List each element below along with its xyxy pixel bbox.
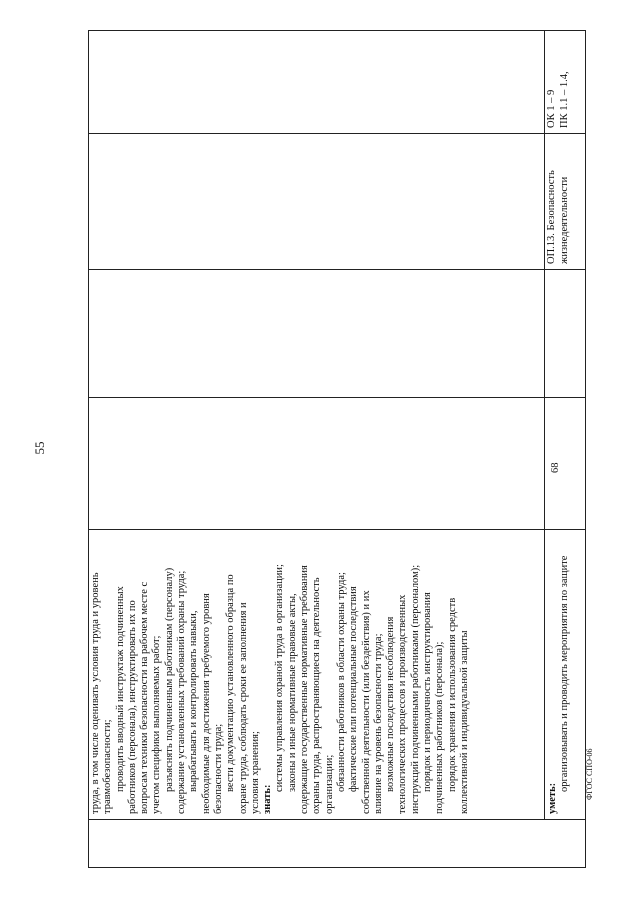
content-line: необходимые для достижения требуемого уровня (200, 593, 212, 814)
content-line: обязанности работников в области охраны труда; (335, 572, 347, 792)
content-line: вести документацию установленного образца по (225, 574, 237, 792)
rotated-table (88, 30, 586, 868)
table-column-divider (88, 397, 586, 398)
content-line: травмобезопасности; (102, 719, 114, 814)
content-line: фактические или потенциальные последствия (348, 586, 360, 792)
table-column-divider (88, 529, 586, 530)
table-column-divider (88, 133, 586, 134)
table-row-divider (544, 30, 545, 820)
content-line: системы управления охраной труда в организации; (274, 564, 286, 792)
discipline-name-2: жизнедеятельности (559, 176, 570, 264)
content-line: организовывать и проводить мероприятия по защите (559, 555, 571, 792)
content-line: подчиненных работников (персонала); (434, 641, 446, 814)
content-line: работников (персонала), инструктировать их по (126, 600, 138, 814)
content-line: учетом специфики выполняемых работ; (151, 635, 163, 814)
content-line: коллективной и индивидуальной защиты (458, 630, 470, 814)
content-cell (90, 532, 471, 814)
content-line: охране труда, соблюдать сроки ее заполнения и (237, 602, 249, 814)
content-line: вопросам техники безопасности на рабочем месте с (139, 581, 151, 814)
discipline-name-1: ОП.13. Безопасность (546, 170, 557, 264)
content-line: порядок хранения и использования средств (446, 597, 458, 792)
content-line: условия хранения; (249, 731, 261, 814)
content-line: охраны труда, распространяющиеся на деятельность (311, 577, 323, 814)
content-line: безопасности труда; (212, 723, 224, 814)
content-line: знать: (262, 784, 274, 814)
content-line: технологических процессов и производственных (397, 594, 409, 814)
table-column-divider (88, 819, 586, 820)
content-line: порядок и периодичность инструктирования (422, 592, 434, 792)
content-line: собственной деятельности (или бездействия) и их (360, 590, 372, 814)
content-line: организации; (323, 754, 335, 814)
content-line: законы и иные нормативные правовые акты, (286, 593, 298, 792)
footer-code: ФГОС СПО-06 (585, 748, 594, 800)
competencies-1: ОК 1 – 9 (546, 89, 557, 128)
hours-value: 68 (550, 462, 561, 473)
content-line: проводить вводный инструктаж подчиненных (114, 586, 126, 792)
content-line: инструкций подчиненными работниками (персоналом); (409, 564, 421, 814)
content-line: разъяснять подчиненным работникам (персоналу) (163, 567, 175, 792)
content-line: уметь: (547, 782, 558, 814)
competencies-2: ПК 1.1 – 1.4, (559, 71, 570, 128)
content-line: возможные последствия несоблюдения (385, 616, 397, 792)
content-line: содержащие государственные нормативные требования (299, 565, 311, 814)
content-line: содержание установленных требований охраны труда; (176, 570, 188, 814)
page-number: 55 (32, 441, 47, 455)
content-line: труда, в том числе оценивать условия труда и уровень (90, 572, 101, 814)
content-cell-second-row (547, 532, 572, 814)
content-line: влияние на уровень безопасности труда; (372, 633, 384, 814)
table-column-divider (88, 269, 586, 270)
content-line: вырабатывать и контролировать навыки, (188, 610, 200, 792)
